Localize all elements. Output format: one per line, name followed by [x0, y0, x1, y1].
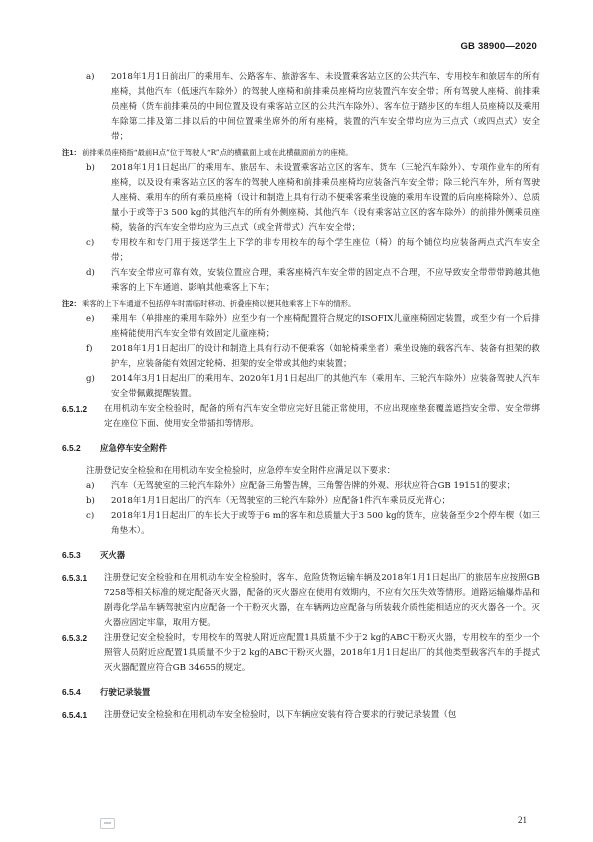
list-item-text: 乘用车（单排座的乘用车除外）应至少有一个座椅配置符合规定的ISOFIX儿童座椅固定装置，或至少有一个后排座椅能使用汽车安全带有效固定儿童座椅；: [111, 314, 540, 339]
body-text: [62, 70, 540, 723]
clause-number: 6.5.4.1: [62, 711, 88, 720]
section-number: 6.5.3: [62, 550, 81, 560]
section-title: 灭火器: [100, 550, 126, 560]
list-item-marker: c): [86, 511, 95, 521]
section-number: 6.5.4: [62, 687, 81, 697]
list-item-marker: c): [86, 238, 95, 248]
standard-code: GB 38900—2020: [460, 41, 537, 52]
list-item-marker: f): [86, 344, 93, 354]
list-item-marker: a): [86, 72, 95, 82]
list-item-marker: e): [86, 314, 95, 324]
clause-text: 注册登记安全检验时，专用校车的驾驶人附近应配置1具质量不少于2 kg的ABC干粉灭火器，专用校车的至少一个照管人员附近应配置1具质量不少于2 kg的ABC干粉灭火器，2018年1月1日起出厂的其他类型载客汽车的手提式灭火器配置应符合GB 34655的规定。: [104, 633, 540, 673]
list-item: [62, 494, 540, 509]
section-number: 6.5.2: [62, 443, 81, 453]
list-item: [62, 266, 540, 296]
note-label: 注1：: [62, 148, 81, 157]
list-item-marker: a): [86, 481, 95, 491]
list-item-text: 2014年3月1日起出厂的乘用车、2020年1月1日起出厂的其他汽车（乘用车、三轮汽车除外）应装备驾驶人汽车安全带佩戴提醒装置。: [111, 374, 540, 399]
list-item-text: 专用校车和专门用于接送学生上下学的非专用校车的每个学生座位（椅）的每个铺位均应装备两点式汽车安全带；: [111, 238, 540, 263]
list-item: [62, 509, 540, 539]
list-item-marker: d): [86, 268, 95, 278]
clause-number: 6.5.1.2: [62, 405, 88, 414]
clause: [62, 402, 540, 432]
list-item-marker: b): [86, 163, 95, 173]
list-item-text: 2018年1月1日起出厂的设计和制造上具有行动不便乘客（如轮椅乘坐者）乘坐设施的载客汽车、装备有担架的救护车，应装备能有效固定轮椅、担架的安全带或其他约束装置；: [111, 344, 540, 369]
clause: [62, 708, 540, 723]
clause: [62, 571, 540, 631]
list-item-marker: g): [86, 374, 95, 384]
list-item: [62, 236, 540, 266]
section-heading: [62, 685, 540, 700]
list-item-text: 2018年1月1日前出厂的乘用车、公路客车、旅游客车、未设置乘客站立区的公共汽车、专用校车和旅居车的所有座椅，其他汽车（低速汽车除外）的驾驶人座椅和前排乘员座椅均应装置汽车安全带；所有驾驶人座椅、前排乘员座椅（货车前排乘员的中间位置及设有乘客站立区的公共汽车除外）、客车位于踏步区的车组人员座椅以及乘用车除第二排及第二排以后的中间位置乘坐席外的所有座椅，装置的汽车安全带均应为三点式（或四点式）安全带；: [111, 72, 540, 142]
clause-number: 6.5.3.1: [62, 574, 88, 583]
list-item-text: 汽车安全带应可靠有效，安装位置应合理，乘客座椅汽车安全带的固定点不合理，不应导致安全带带带跨越其他乘客的上下车通道、影响其他乘客上下车；: [111, 268, 540, 293]
clause-text: 在用机动车安全检验时，配备的所有汽车安全带应完好且能正常使用，不应出现座垫套覆盖遮挡安全带、安全带绑定在座位下面、使用安全带插扣等情形。: [104, 404, 540, 429]
section-title: 行驶记录装置: [100, 687, 151, 697]
list-item-text: 2018年1月1日起出厂的汽车（无驾驶室的三轮汽车除外）应配备1件汽车乘员反光背心；: [111, 496, 451, 506]
list-item: [62, 312, 540, 342]
intro-text: 注册登记安全检验和在用机动车安全检验时，应急停车安全附件应满足以下要求：: [86, 466, 396, 476]
clause-text: 注册登记安全检验和在用机动车安全检验时，以下车辆应安装有符合要求的行驶记录装置（包: [104, 710, 457, 720]
list-item: [62, 372, 540, 402]
list-item: [62, 70, 540, 145]
note-text: 前排乘员座椅指“最前H点”位于驾驶人“R”点的横截面上或在此横截面前方的座椅。: [82, 148, 353, 157]
note: [62, 146, 540, 159]
section-heading: [62, 441, 540, 456]
note-text: 乘客的上下车通道不包括停车时需临时移动、折叠座椅以便其他乘客上下车的情形。: [82, 299, 356, 308]
section-heading: [62, 548, 540, 563]
list-item: [62, 342, 540, 372]
page-number: 21: [518, 815, 527, 825]
note: [62, 297, 540, 310]
intro-paragraph: [62, 464, 540, 479]
list-item-text: 2018年1月1日起出厂的乘用车、旅居车、未设置乘客站立区的客车、货车（三轮汽车除外）、专项作业车的所有座椅，以及设有乘客站立区的客车的驾驶人座椅和前排乘员座椅均应装备汽车安全带；除三轮汽车外，所有驾驶人座椅、乘用车的所有乘员座椅（设计和制造上具有行动不便乘客乘坐设施的乘用车设置的后向座椅除外）、总质量小于或等于3 500 kg的其他汽车的所有外侧座椅、其他汽车（设有乘客站立区的客车除外）的前排外侧乘员座椅，装备的汽车安全带均应为三点式（或全背带式）汽车安全带；: [111, 163, 540, 233]
clause-number: 6.5.3.2: [62, 634, 88, 643]
publisher-logo-icon: [100, 818, 115, 829]
list-item-text: 汽车（无驾驶室的三轮汽车除外）应配备三角警告牌，三角警告牌的外观、形状应符合GB 19151的要求；: [111, 481, 516, 491]
list-item-text: 2018年1月1日起出厂的车长大于或等于6 m的客车和总质量大于3 500 kg的货车，应装备至少2个停车楔（如三角垫木）。: [111, 511, 540, 536]
section-title: 应急停车安全附件: [100, 443, 167, 453]
clause-text: 注册登记安全检验和在用机动车安全检验时，客车、危险货物运输车辆及2018年1月1日起出厂的旅居车应按照GB 7258等相关标准的规定配备灭火器，配备的灭火器应在使用有效期内，不应有欠压失效等情形。道路运输爆炸品和剧毒化学品车辆驾驶室内应配备一个干粉灭火器，在车辆两边应配备与所装载介质性能相适应的灭火器各一个。灭火器应固定牢靠，取用方便。: [104, 573, 540, 628]
list-item-marker: b): [86, 496, 95, 506]
clause: [62, 631, 540, 676]
list-item: [62, 479, 540, 494]
note-label: 注2：: [62, 299, 81, 308]
list-item: [62, 161, 540, 236]
